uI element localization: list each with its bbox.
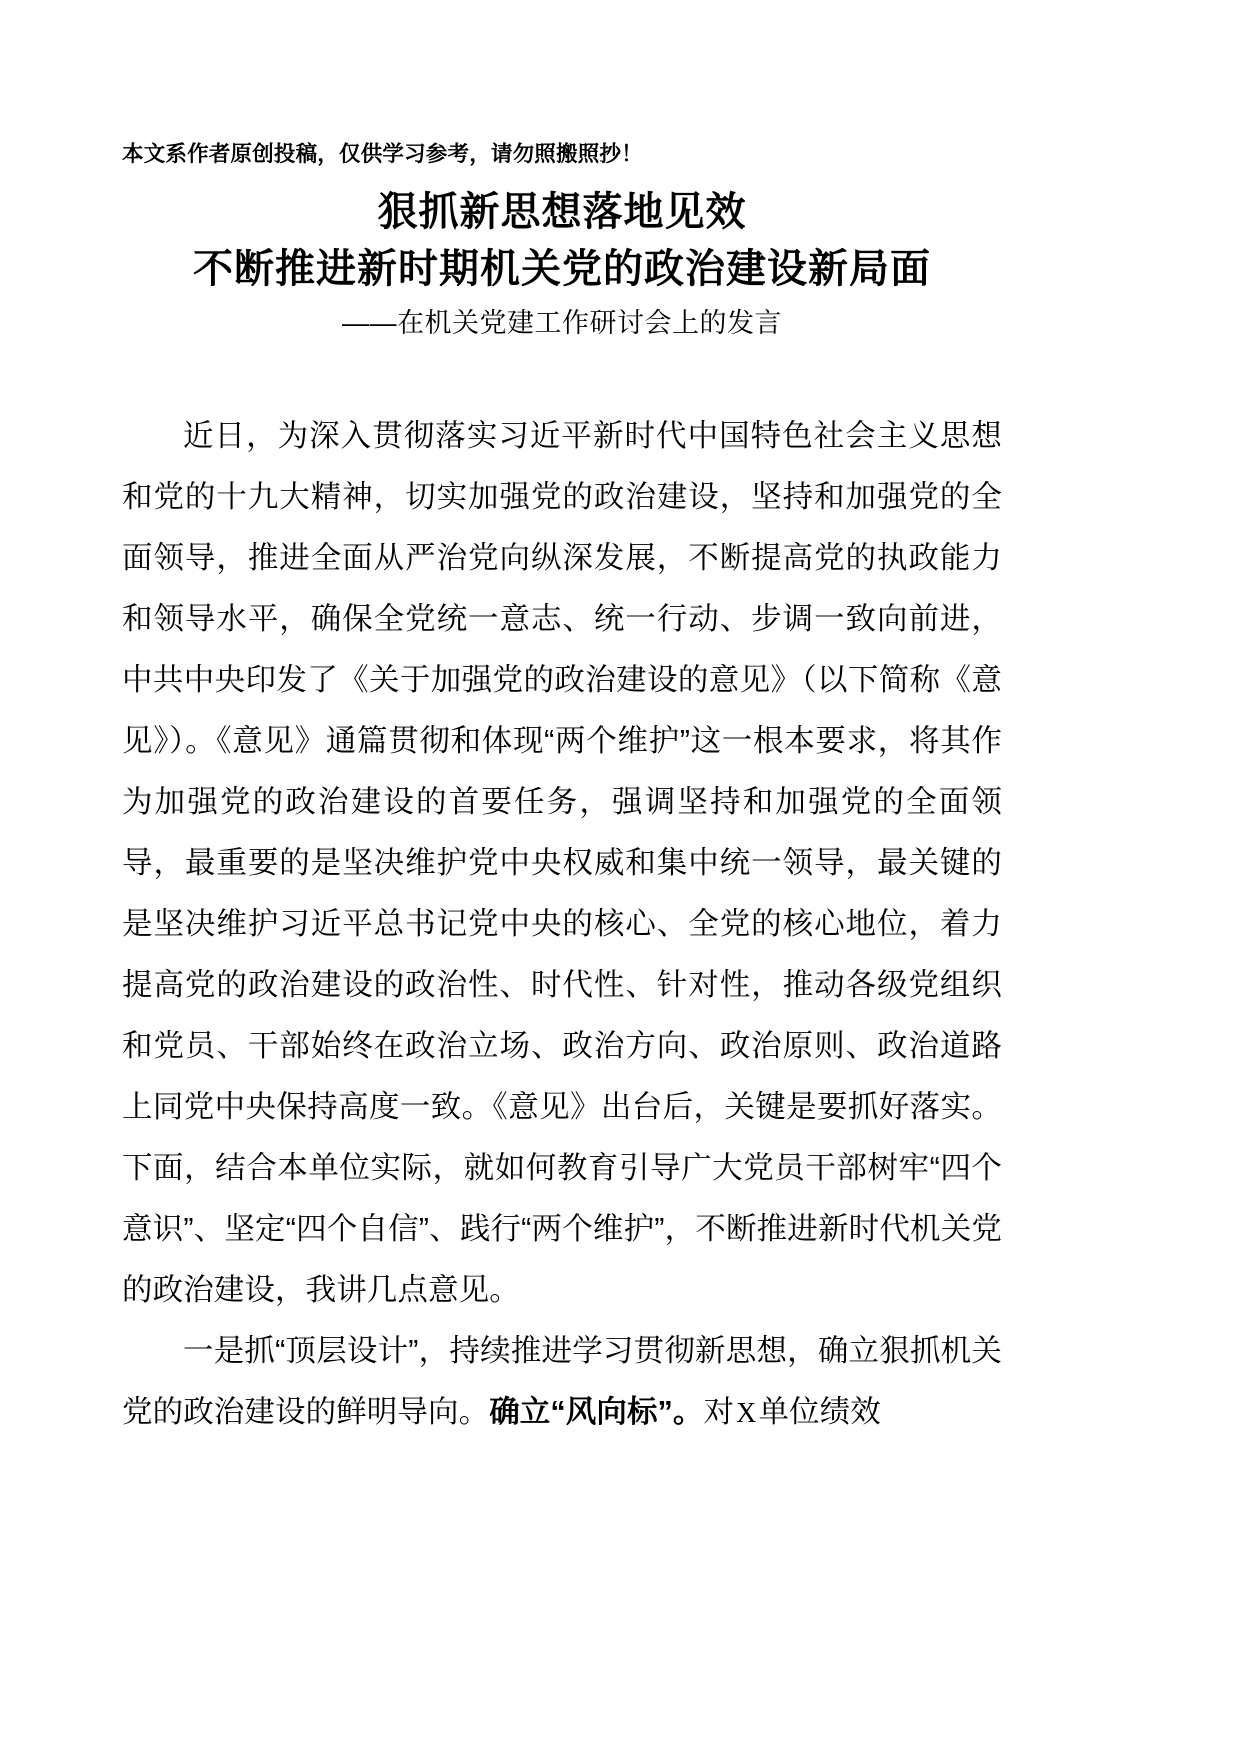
title-line-1: 狠抓新思想落地见效 bbox=[377, 189, 747, 234]
paragraph-1: 近日，为深入贯彻落实习近平新时代中国特色社会主义思想和党的十九大精神，切实加强党的政治建设，坚持和加强党的全面领导，推进全面从严治党向纵深发展，不断提高党的执政能力和领导水平，确保全党统一意志、统一行动、步调一致向前进，中共中央印发了《关于加强党的政治建设的意见》（以下简称《意见》）。《意见》通篇贯彻和体现“两个维护”这一根本要求，将其作为加强党的政治建设的首要任务，强调坚持和加强党的全面领导，最重要的是坚决维护党中央权威和集中统一领导，最关键的是坚决维护习近平总书记党中央的核心、全党的核心地位，着力提高党的政治建设的政治性、时代性、针对性，推动各级党组织和党员、干部始终在政治立场、政治方向、政治原则、政治道路上同党中央保持高度一致。《意见》出台后，关键是要抓好落实。下面，结合本单位实际，就如何教育引导广大党员干部树牢“四个意识”、坚定“四个自信”、践行“两个维护”，不断推进新时代机关党的政治建设，我讲几点意见。 bbox=[122, 418, 1002, 1307]
paragraph-2-bold: 确立“风向标”。 bbox=[489, 1394, 704, 1429]
paragraph-2-tail-post: 单位绩效 bbox=[758, 1394, 881, 1429]
copyright-notice: 本文系作者原创投稿，仅供学习参考，请勿照搬照抄！ bbox=[122, 142, 643, 166]
paragraph-2-tail-pre: 对 bbox=[703, 1394, 735, 1429]
paragraph-2-tail-latin: X bbox=[736, 1397, 757, 1429]
title-line-2: 不断推进新时期机关党的政治建设新局面 bbox=[193, 246, 931, 291]
document-content bbox=[122, 0, 1002, 1444]
paragraph-2 bbox=[122, 1321, 1002, 1444]
document-body bbox=[122, 406, 1002, 1444]
paragraph-2-lead: 一是抓“顶层设计”，持续推进学习贯彻新思想，确立狠抓机关党的政治建设的鲜明导向。 bbox=[122, 1333, 1002, 1429]
document-title bbox=[122, 184, 1002, 298]
document-subtitle: ——在机关党建工作研讨会上的发言 bbox=[342, 308, 782, 339]
